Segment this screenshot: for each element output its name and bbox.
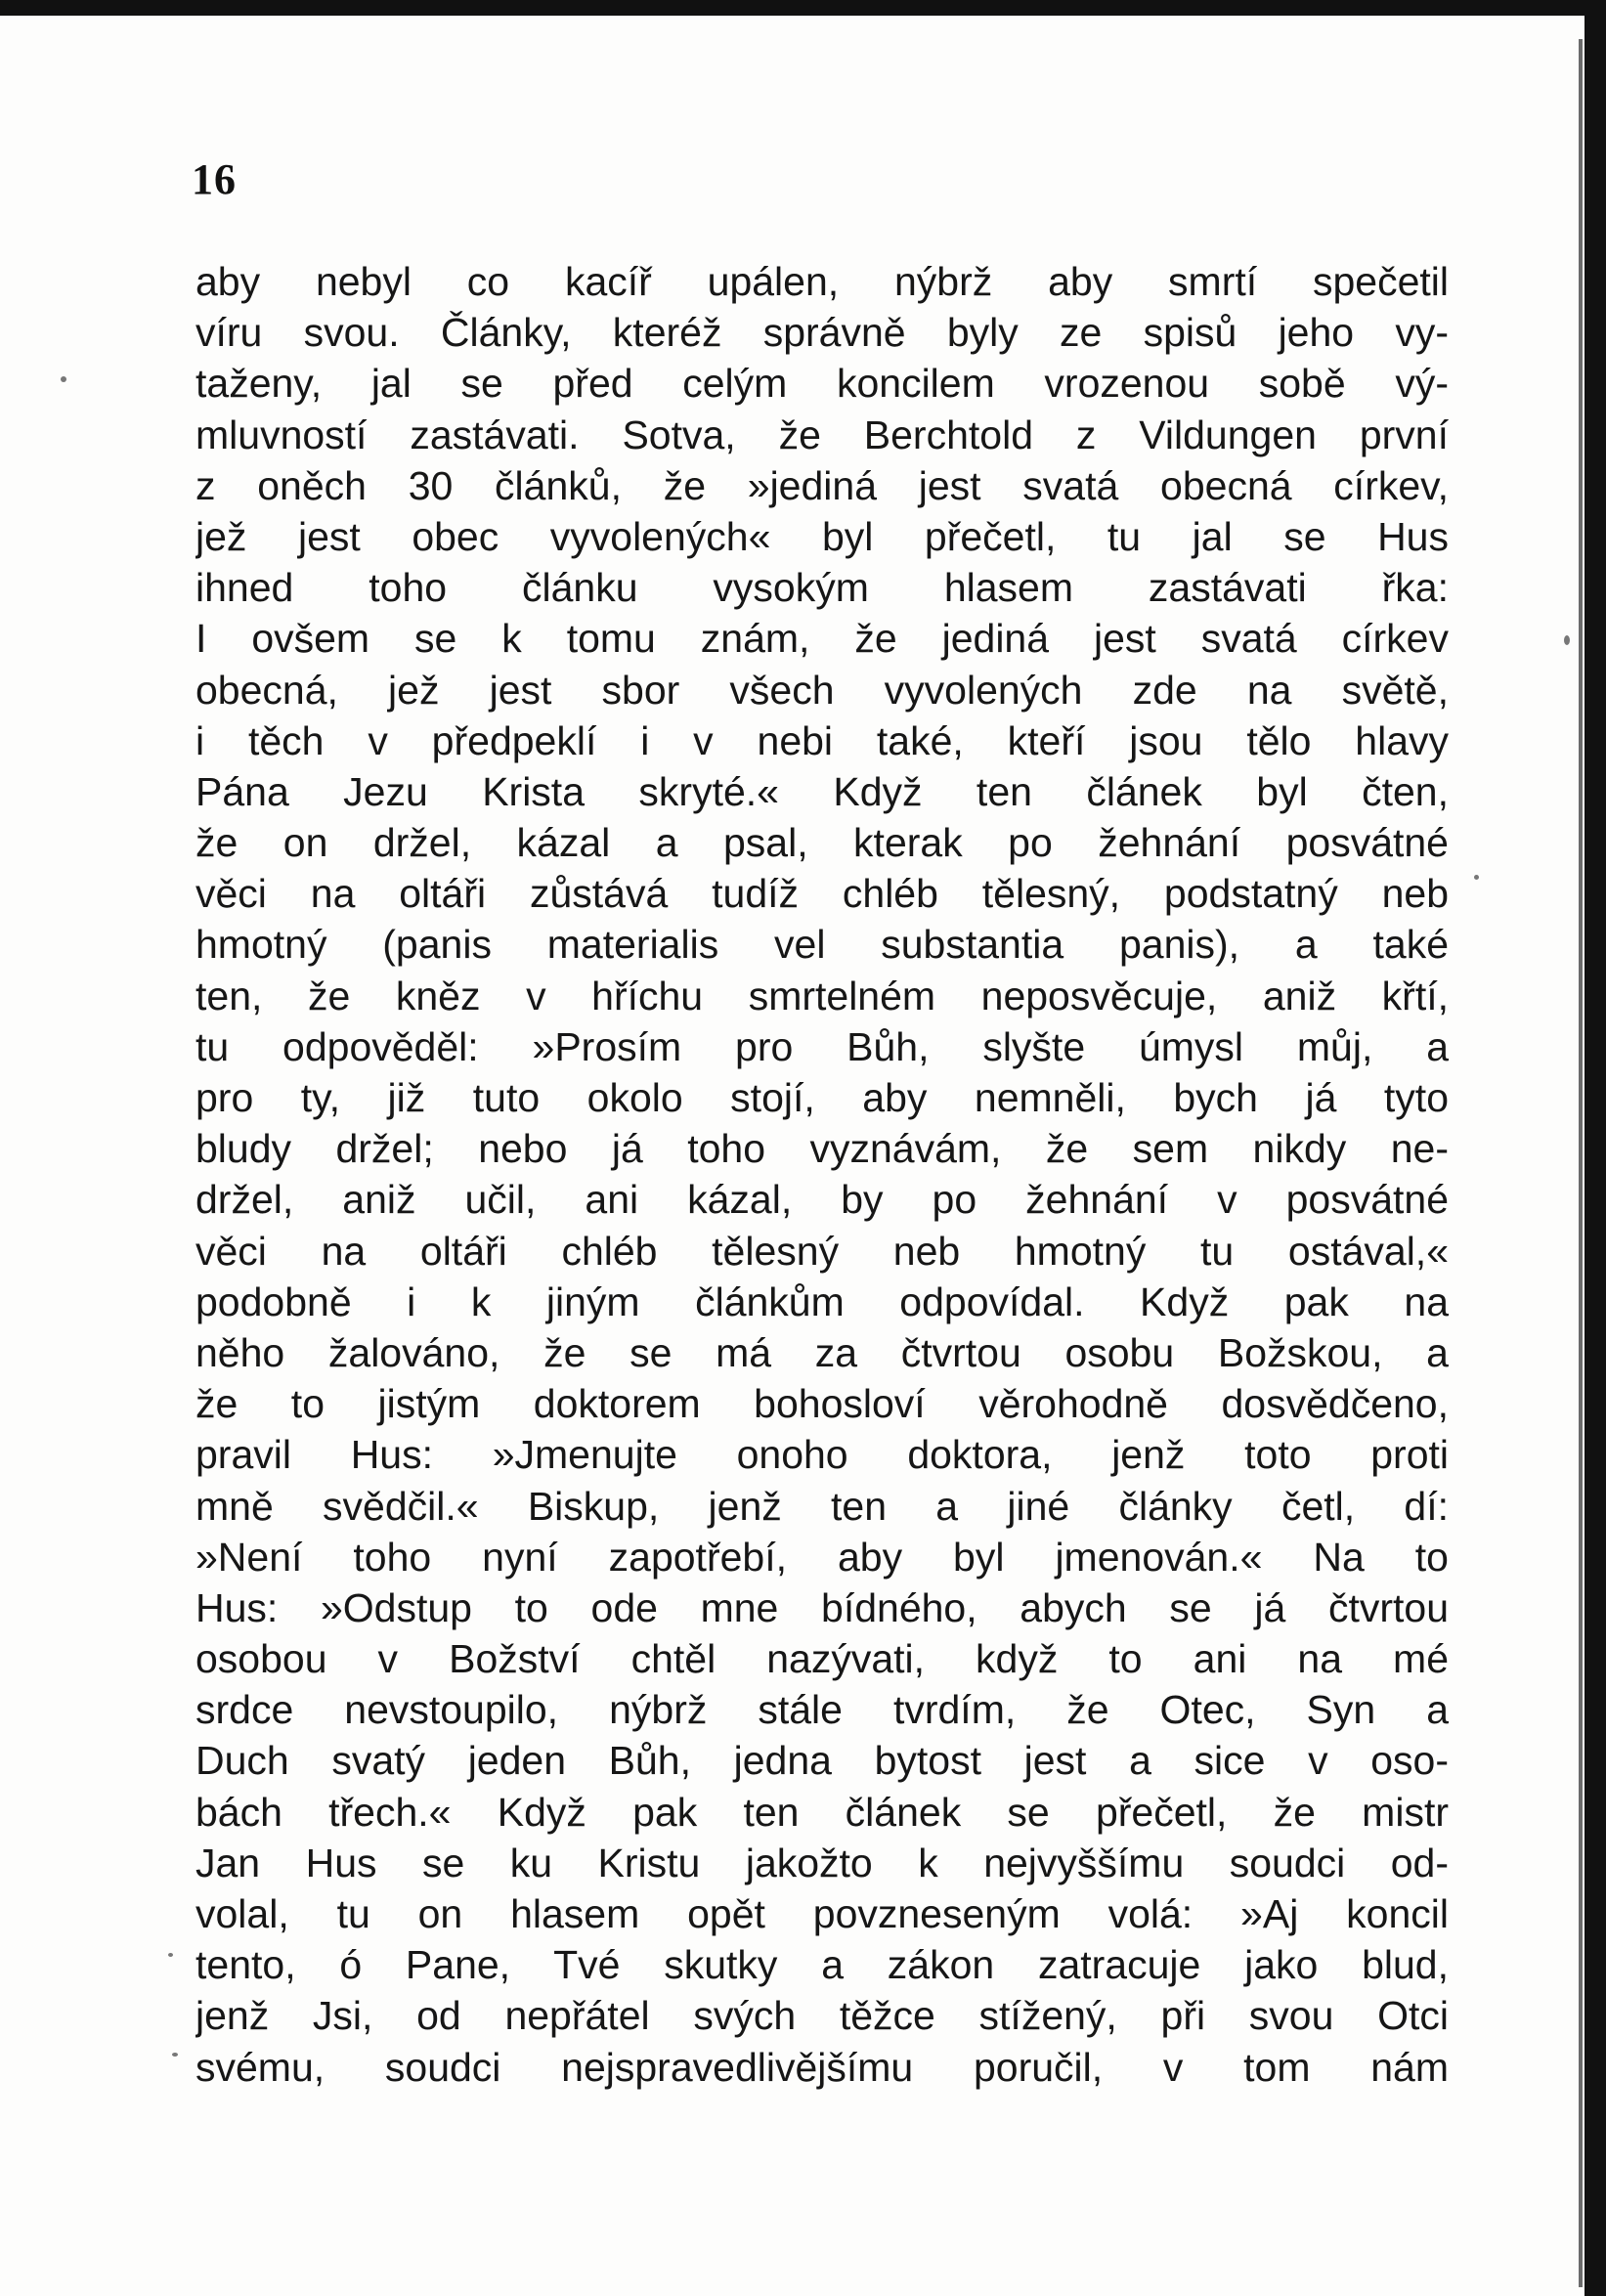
page-number: 16	[192, 155, 237, 203]
text-line: jež jest obec vyvolených« byl přečetl, tu jal se Hus	[195, 513, 1449, 559]
text-line: Duch svatý jeden Bůh, jedna bytost jest a sice v oso-	[195, 1738, 1449, 1784]
text-line: taženy, jal se před celým koncilem vrozenou sobě vý-	[195, 361, 1449, 407]
text-line: i těch v předpeklí i v nebi také, kteří jsou tělo hlavy	[195, 717, 1449, 763]
scan-speck	[172, 2053, 178, 2057]
text-line: hmotný (panis materialis vel substantia panis), a také	[195, 922, 1449, 968]
text-line: pravil Hus: »Jmenujte onoho doktora, jenž toto proti	[195, 1432, 1449, 1478]
text-line: Hus: »Odstup to ode mne bídného, abych se já čtvrtou	[195, 1584, 1449, 1630]
scan-speck	[1564, 635, 1570, 645]
text-line: tento, ó Pane, Tvé skutky a zákon zatracuje jako blud,	[195, 1942, 1449, 1988]
scan-edge-top	[0, 0, 1606, 16]
scan-edge-shadow	[1579, 39, 1583, 2287]
text-line: volal, tu on hlasem opět povzneseným volá: »Aj koncil	[195, 1891, 1449, 1936]
text-line: aby nebyl co kacíř upálen, nýbrž aby smrtí spečetil	[195, 259, 1449, 304]
text-line: »Není toho nyní zapotřebí, aby byl jmenován.« Na to	[195, 1534, 1449, 1580]
text-line: že on držel, kázal a psal, kterak po žehnání posvátné	[195, 820, 1449, 866]
scan-speck	[168, 1953, 173, 1957]
text-line: ihned toho článku vysokým hlasem zastávati řka:	[195, 565, 1449, 611]
scan-edge-right	[1584, 0, 1606, 2296]
text-line: podobně i k jiným článkům odpovídal. Když pak na	[195, 1278, 1449, 1324]
text-line: bludy držel; nebo já toho vyznávám, že sem nikdy ne-	[195, 1126, 1449, 1172]
body-text	[195, 256, 1449, 2093]
text-line: I ovšem se k tomu znám, že jediná jest svatá církev	[195, 616, 1449, 662]
text-line: věci na oltáři zůstává tudíž chléb tělesný, podstatný neb	[195, 871, 1449, 917]
scan-speck	[1474, 875, 1479, 880]
text-line: mně svědčil.« Biskup, jenž ten a jiné články četl, dí:	[195, 1483, 1449, 1529]
text-line: jenž Jsi, od nepřátel svých těžce stížený, při svou Otci	[195, 1993, 1449, 2039]
text-line: svému, soudci nejspravedlivějšímu poručil, v tom nám	[195, 2044, 1449, 2090]
text-line: mluvností zastávati. Sotva, že Berchtold z Vildungen první	[195, 412, 1449, 457]
text-line: osobou v Božství chtěl nazývati, když to ani na mé	[195, 1636, 1449, 1682]
scan-speck	[61, 376, 66, 382]
text-line: Pána Jezu Krista skryté.« Když ten článek byl čten,	[195, 768, 1449, 814]
text-line: srdce nevstoupilo, nýbrž stále tvrdím, že Otec, Syn a	[195, 1687, 1449, 1733]
text-line: víru svou. Články, kteréž správně byly ze spisů jeho vy-	[195, 310, 1449, 356]
text-line: věci na oltáři chléb tělesný neb hmotný tu ostával,«	[195, 1228, 1449, 1274]
text-line: bách třech.« Když pak ten článek se přečetl, že mistr	[195, 1789, 1449, 1835]
text-line: obecná, jež jest sbor všech vyvolených zde na světě,	[195, 667, 1449, 713]
text-line: ten, že kněz v hříchu smrtelném neposvěcuje, aniž křtí,	[195, 973, 1449, 1018]
text-line: držel, aniž učil, ani kázal, by po žehnání v posvátné	[195, 1177, 1449, 1223]
text-line: pro ty, již tuto okolo stojí, aby nemněli, bych já tyto	[195, 1075, 1449, 1120]
text-line: z oněch 30 článků, že »jediná jest svatá obecná církev,	[195, 462, 1449, 508]
text-line: Jan Hus se ku Kristu jakožto k nejvyššímu soudci od-	[195, 1840, 1449, 1885]
text-line: že to jistým doktorem bohosloví věrohodně dosvědčeno,	[195, 1381, 1449, 1427]
text-line: tu odpověděl: »Prosím pro Bůh, slyšte úmysl můj, a	[195, 1023, 1449, 1069]
text-line: něho žalováno, že se má za čtvrtou osobu Božskou, a	[195, 1329, 1449, 1375]
